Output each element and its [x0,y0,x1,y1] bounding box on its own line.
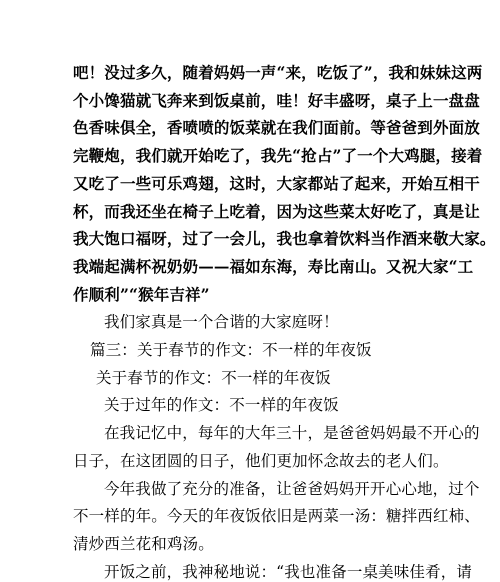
text-line: 完鞭炮，我们就开始吃了，我先“抢占”了一个大鸡腿，接着 [73,146,483,166]
section-subheading: 关于春节的作文：不一样的年夜饭 [96,368,331,387]
text-line: 日子，在这团圆的日子，他们更加怀念故去的老人们。 [73,451,449,470]
text-line: 我大饱口福呀，过了一会儿，我也拿着饮料当作酒来敬大家。 [73,229,496,249]
text-line: 今年我做了充分的准备，让爸爸妈妈开开心心地，过个 [104,479,480,498]
text-line: 在我记忆中，每年的大年三十，是爸爸妈妈最不开心的 [104,424,480,443]
section-heading: 篇三：关于春节的作文：不一样的年夜饭 [90,341,372,359]
text-line: 又吃了一些可乐鸡翅，这时，大家都站了起来，开始互相干 [73,173,480,193]
text-line: 个小馋猫就飞奔来到饭桌前，哇！好丰盛呀，桌子上一盘盘 [73,90,480,110]
text-line: 色香味俱全，香喷喷的饭菜就在我们面前。等爸爸到外面放 [73,118,480,138]
text-line: 我们家真是一个合谐的大家庭呀！ [104,313,339,332]
text-line: 不一样的年。今天的年夜饭依旧是两菜一汤：糖拌西红柿、 [73,507,480,526]
text-line: 我端起满杯祝奶奶——福如东海，寿比南山。又祝大家“工 [73,256,474,276]
text-line: 清炒西兰花和鸡汤。 [73,534,214,553]
text-line: 杯，而我还坐在椅子上吃着，因为这些菜太好吃了，真是让 [73,201,480,221]
text-line: 开饭之前，我神秘地说：“我也准备一桌美味佳肴，请 [104,562,473,581]
section-subheading: 关于过年的作文：不一样的年夜饭 [104,396,339,415]
text-line: 吧！没过多久，随着妈妈一声“来，吃饭了”，我和妹妹这两 [73,63,483,82]
text-line: 作顺利”“猴年吉祥” [73,284,210,304]
